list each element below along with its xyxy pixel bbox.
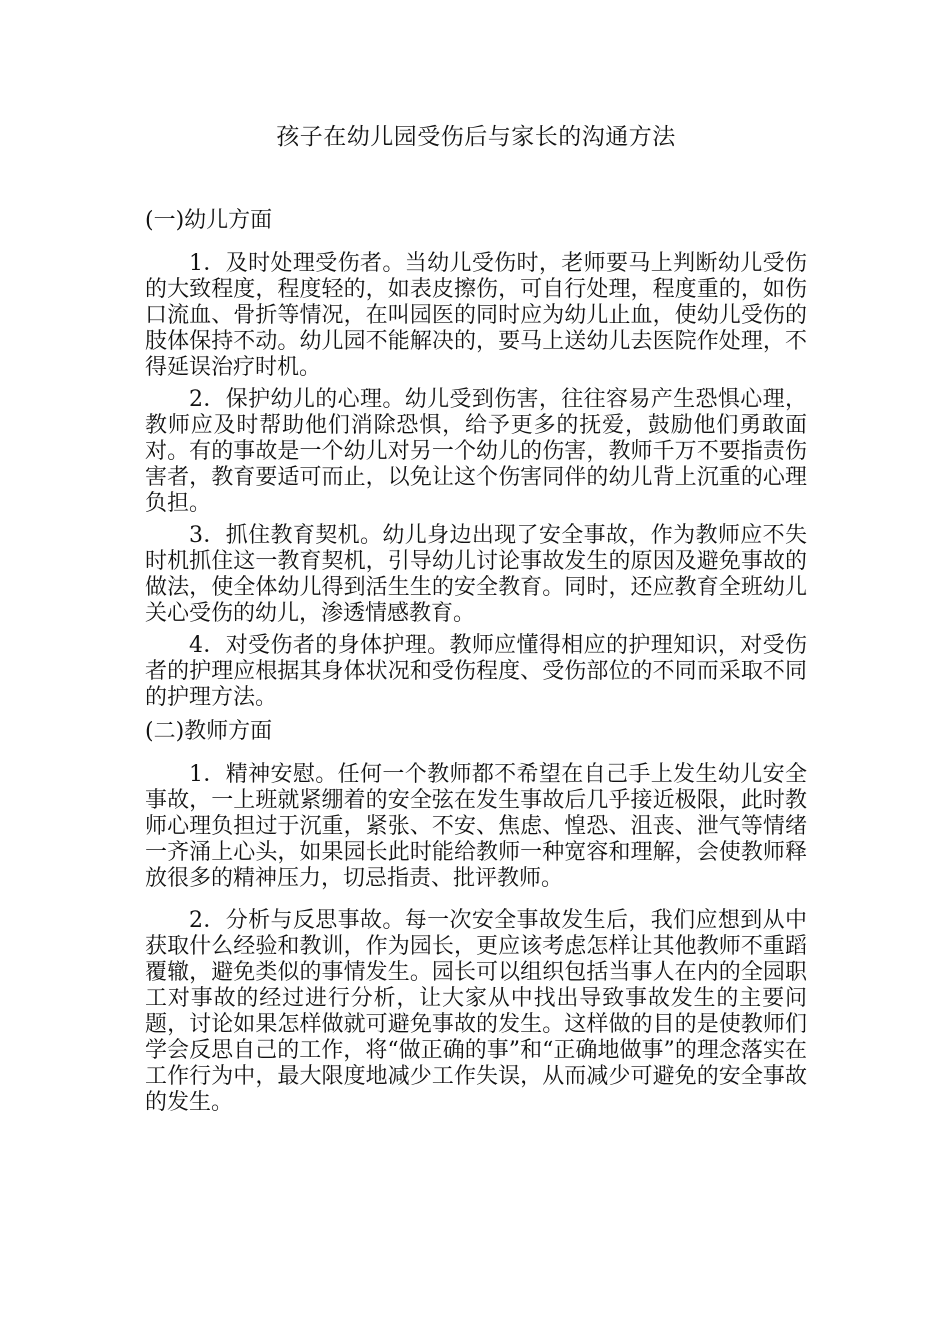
paragraph: 2．分析与反思事故。每一次安全事故发生后，我们应想到从中获取什么经验和教训，作为园长，更应该考虑怎样让其他教师不重蹈覆辙，避免类似的事情发生。园长可以组织包括当事人在内的全园职工对事故的经过进行分析，让大家从中找出导致事故发生的主要问题，讨论如果怎样做就可避免事故的发生。这样做的目的是使教师们学会反思自己的工作，将“做正确的事”和“正确地做事”的理念落实在工作行为中，最大限度地减少工作失误，从而减少可避免的安全事故的发生。 [145, 908, 807, 1115]
document-title: 孩子在幼儿园受伤后与家长的沟通方法 [276, 124, 676, 150]
paragraph: 3．抓住教育契机。幼儿身边出现了安全事故，作为教师应不失时机抓住这一教育契机，引导幼儿讨论事故发生的原因及避免事故的做法，使全体幼儿得到活生生的安全教育。同时，还应教育全班幼儿关心受伤的幼儿，渗透情感教育。 [145, 523, 807, 626]
paragraph: 4．对受伤者的身体护理。教师应懂得相应的护理知识，对受伤者的护理应根据其身体状况和受伤程度、受伤部位的不同而采取不同的护理方法。 [145, 633, 807, 710]
document-page [145, 122, 807, 1122]
paragraph: 1．精神安慰。任何一个教师都不希望在自己手上发生幼儿安全事故，一上班就紧绷着的安全弦在发生事故后几乎接近极限，此时教师心理负担过于沉重，紧张、不安、焦虑、惶恐、沮丧、泄气等情绪一齐涌上心头，如果园长此时能给教师一种宽容和理解，会使教师释放很多的精神压力，切忌指责、批评教师。 [145, 762, 807, 891]
paragraph: 2．保护幼儿的心理。幼儿受到伤害，往往容易产生恐惧心理，教师应及时帮助他们消除恐惧，给予更多的抚爱，鼓励他们勇敢面对。有的事故是一个幼儿对另一个幼儿的伤害，教师千万不要指责伤害者，教育要适可而止，以免让这个伤害同伴的幼儿背上沉重的心理负担。 [145, 387, 807, 516]
paragraph: 1．及时处理受伤者。当幼儿受伤时，老师要马上判断幼儿受伤的大致程度，程度轻的，如表皮擦伤，可自行处理，程度重的，如伤口流血、骨折等情况，在叫园医的同时应为幼儿止血，使幼儿受伤的肢体保持不动。幼儿园不能解决的，要马上送幼儿去医院作处理，不得延误治疗时机。 [145, 251, 807, 380]
section-heading-children: (一)幼儿方面 [145, 208, 273, 233]
section-heading-teachers: (二)教师方面 [145, 719, 273, 744]
